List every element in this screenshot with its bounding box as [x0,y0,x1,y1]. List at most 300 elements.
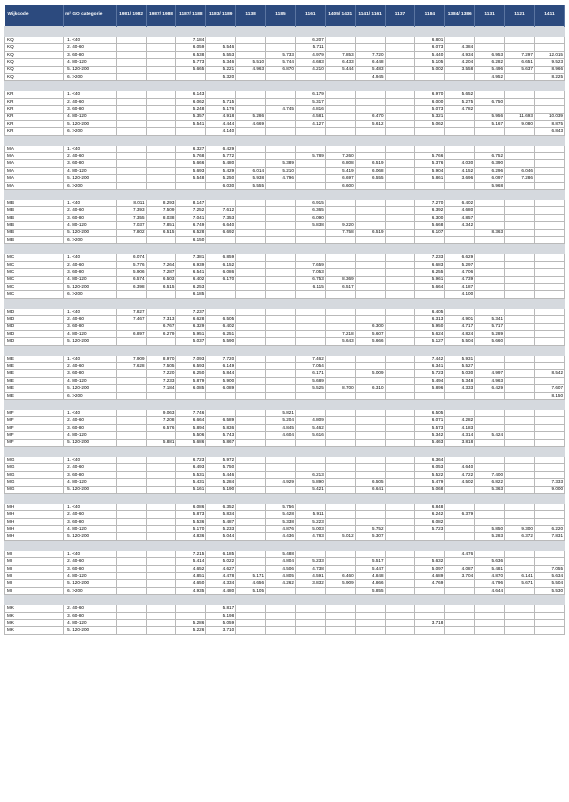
value-cell [266,153,296,160]
value-cell [325,439,355,446]
value-cell: 5.546 [206,44,236,51]
value-cell [445,145,475,152]
value-cell: 7.381 [176,254,206,261]
value-cell [534,291,564,298]
value-cell: 5.421 [295,486,325,493]
header-column: 1411 [534,5,564,27]
separator-cell [5,540,64,550]
value-cell [325,620,355,627]
value-cell [116,573,146,580]
separator-cell [64,446,117,456]
value-cell [505,153,535,160]
separator-cell [355,27,385,37]
value-cell [266,128,296,135]
value-cell: 5.756 [266,503,296,510]
value-cell [236,612,266,619]
separator-cell [534,244,564,254]
value-cell: 6.574 [116,276,146,283]
wijkcode-cell: MA [5,145,64,152]
value-cell [146,113,176,120]
value-cell [236,486,266,493]
value-cell: 9.523 [534,59,564,66]
separator-cell [295,298,325,308]
value-cell [355,37,385,44]
value-cell [116,153,146,160]
separator-cell [146,345,176,355]
value-cell [505,145,535,152]
value-cell [116,533,146,540]
separator-cell [385,298,415,308]
value-cell [116,98,146,105]
value-cell [505,486,535,493]
value-cell: 4.783 [295,533,325,540]
table-body [5,27,565,635]
value-cell: 7.252 [176,207,206,214]
value-cell [355,153,385,160]
separator-cell [266,446,296,456]
value-cell [505,316,535,323]
separator-cell [475,27,505,37]
value-cell [295,182,325,189]
value-cell [116,580,146,587]
value-cell [116,627,146,634]
value-cell: 8.038 [146,214,176,221]
value-cell [325,98,355,105]
category-cell: 2. 40-60 [64,363,117,370]
separator-cell [146,400,176,410]
category-cell: 6. >200 [64,392,117,399]
value-cell: 4.652 [176,565,206,572]
value-cell: 5.668 [415,222,445,229]
separator-cell [475,190,505,200]
value-cell [116,236,146,243]
value-cell [385,269,415,276]
wijkcode-cell: KQ [5,51,64,58]
value-cell [116,620,146,627]
value-cell [325,106,355,113]
separator-cell [445,81,475,91]
value-cell: 7.400 [475,471,505,478]
value-cell: 5.972 [206,456,236,463]
category-cell: 5. 120-200 [64,283,117,290]
value-cell [146,338,176,345]
value-cell: 8.542 [534,370,564,377]
value-cell: 4.739 [445,276,475,283]
wijkcode-cell: MC [5,291,64,298]
separator-cell [5,298,64,308]
separator-cell [385,446,415,456]
table-row [5,106,565,113]
value-cell: 9.220 [325,222,355,229]
separator-cell [64,540,117,550]
separator-cell [475,244,505,254]
value-cell: 6.392 [415,207,445,214]
value-cell: 4.656 [236,580,266,587]
table-row [5,214,565,221]
value-cell: 5.752 [355,526,385,533]
separator-cell [415,493,445,503]
header-column: 1183/ 1189 [206,5,236,27]
value-cell [534,229,564,236]
value-cell [146,573,176,580]
separator-cell [295,493,325,503]
value-cell [445,236,475,243]
value-cell [236,160,266,167]
table-header [5,5,565,27]
value-cell [146,612,176,619]
value-cell: 4.918 [206,113,236,120]
value-cell [385,291,415,298]
separator-cell [146,135,176,145]
separator-cell [206,400,236,410]
table-row [5,558,565,565]
value-cell [236,417,266,424]
value-cell: 6.068 [355,167,385,174]
value-cell [266,486,296,493]
value-cell: 6.296 [475,167,505,174]
value-cell: 5.968 [475,182,505,189]
wijkcode-cell: MH [5,533,64,540]
value-cell: 4.262 [266,580,296,587]
value-cell [116,565,146,572]
table-row [5,175,565,182]
separator-cell [116,298,146,308]
value-cell [116,605,146,612]
value-cell [534,261,564,268]
value-cell [236,370,266,377]
separator-cell [236,493,266,503]
value-cell [325,471,355,478]
value-cell [236,145,266,152]
value-cell [385,558,415,565]
separator-cell [505,540,535,550]
value-cell: 5.424 [475,432,505,439]
value-cell [415,550,445,557]
table-row [5,533,565,540]
value-cell [445,486,475,493]
wijkcode-cell: MF [5,424,64,431]
value-cell [176,605,206,612]
value-cell: 5.664 [415,283,445,290]
wijkcode-cell: MK [5,627,64,634]
value-cell: 7.851 [146,222,176,229]
value-cell [505,424,535,431]
value-cell [385,424,415,431]
value-cell [325,486,355,493]
separator-cell [475,135,505,145]
value-cell [355,417,385,424]
value-cell: 5.479 [415,479,445,486]
value-cell: 5.233 [295,558,325,565]
separator-cell [206,595,236,605]
separator-cell [325,244,355,254]
wijkcode-cell: MC [5,283,64,290]
separator-cell [206,27,236,37]
value-cell [325,269,355,276]
value-cell: 4.769 [415,580,445,587]
category-cell: 2. 40-60 [64,316,117,323]
table-row [5,73,565,80]
value-cell [146,160,176,167]
value-cell: 7.831 [534,533,564,540]
value-cell [266,330,296,337]
separator-cell [505,27,535,37]
value-cell [266,98,296,105]
value-cell [505,550,535,557]
value-cell: 5.637 [505,66,535,73]
value-cell: 7.612 [206,207,236,214]
wijkcode-cell: KR [5,106,64,113]
value-cell [146,533,176,540]
value-cell [385,526,415,533]
value-cell [146,486,176,493]
value-cell: 5.481 [475,565,505,572]
wijkcode-cell: MH [5,518,64,525]
value-cell [505,503,535,510]
separator-cell [5,446,64,456]
separator-cell [176,81,206,91]
value-cell [534,207,564,214]
separator-cell [534,400,564,410]
value-cell: 4.342 [445,222,475,229]
separator-cell [355,446,385,456]
value-cell [445,308,475,315]
value-cell: 4.722 [445,471,475,478]
value-cell: 6.843 [534,128,564,135]
value-cell: 6.589 [206,417,236,424]
separator-cell [146,81,176,91]
wijkcode-cell: MI [5,573,64,580]
value-cell [385,479,415,486]
value-cell: 10.039 [534,113,564,120]
value-cell: 5.906 [116,269,146,276]
value-cell [146,44,176,51]
value-cell: 7.093 [176,355,206,362]
value-cell: 5.389 [266,160,296,167]
value-cell: 5.660 [475,338,505,345]
group-separator [5,540,565,550]
value-cell [116,120,146,127]
value-cell [415,291,445,298]
value-cell [534,410,564,417]
value-cell [385,486,415,493]
separator-cell [415,446,445,456]
value-cell: 5.838 [295,222,325,229]
value-cell [116,511,146,518]
table-row [5,338,565,345]
value-cell [355,464,385,471]
value-cell [505,377,535,384]
separator-cell [5,595,64,605]
value-cell: 5.059 [206,620,236,627]
separator-cell [236,244,266,254]
value-cell [385,308,415,315]
value-cell: 7.505 [146,363,176,370]
value-cell: 8.225 [534,73,564,80]
value-cell: 4.963 [236,66,266,73]
value-cell: 7.802 [116,229,146,236]
category-cell: 1. <40 [64,355,117,362]
table-row [5,37,565,44]
value-cell [236,464,266,471]
value-cell: 5.204 [266,417,296,424]
value-cell [236,338,266,345]
value-cell: 5.553 [206,51,236,58]
value-cell [385,573,415,580]
value-cell: 6.053 [415,464,445,471]
value-cell [266,316,296,323]
value-cell [146,91,176,98]
category-cell: 5. 120-200 [64,229,117,236]
value-cell [505,620,535,627]
value-cell: 5.161 [176,486,206,493]
value-cell [325,120,355,127]
value-cell [385,533,415,540]
table-row [5,392,565,399]
value-cell [534,503,564,510]
value-cell: 4.929 [266,479,296,486]
value-cell [116,370,146,377]
value-cell: 7.720 [206,355,236,362]
value-cell [385,627,415,634]
separator-cell [64,595,117,605]
value-cell [266,269,296,276]
value-cell: 5.522 [415,471,445,478]
separator-cell [534,81,564,91]
wijkcode-cell: MB [5,236,64,243]
value-cell: 5.127 [415,338,445,345]
value-cell: 6.538 [176,51,206,58]
separator-cell [146,27,176,37]
value-cell: 5.462 [295,424,325,431]
category-cell: 2. 40-60 [64,417,117,424]
value-cell [475,456,505,463]
value-cell [534,424,564,431]
wijkcode-cell: MA [5,182,64,189]
value-cell [236,330,266,337]
value-cell: 6.641 [355,486,385,493]
value-cell: 4.506 [266,565,296,572]
value-cell: 5.446 [206,471,236,478]
value-cell: 6.692 [206,229,236,236]
value-cell [505,291,535,298]
value-cell [385,167,415,174]
category-cell: 6. >200 [64,236,117,243]
category-cell: 5. 120-200 [64,439,117,446]
value-cell [295,323,325,330]
value-cell: 5.037 [176,338,206,345]
value-cell [266,392,296,399]
separator-cell [295,595,325,605]
value-cell: 6.150 [176,236,206,243]
value-cell [146,558,176,565]
value-cell [146,432,176,439]
value-cell: 7.509 [146,207,176,214]
value-cell [505,385,535,392]
value-cell [475,37,505,44]
value-cell [445,73,475,80]
value-cell [116,464,146,471]
value-cell [415,236,445,243]
value-cell: 6.213 [295,471,325,478]
value-cell [325,550,355,557]
value-cell [475,291,505,298]
separator-cell [266,27,296,37]
separator-cell [295,190,325,200]
value-cell [385,200,415,207]
value-cell: 7.720 [355,51,385,58]
value-cell [385,182,415,189]
separator-cell [505,345,535,355]
separator-cell [355,400,385,410]
separator-cell [415,81,445,91]
value-cell: 5.911 [295,511,325,518]
value-cell [385,51,415,58]
separator-cell [176,135,206,145]
separator-cell [445,190,475,200]
value-cell: 7.353 [206,214,236,221]
value-cell: 5.170 [176,526,206,533]
separator-cell [146,540,176,550]
value-cell: 4.669 [236,120,266,127]
separator-cell [505,244,535,254]
separator-cell [505,190,535,200]
value-cell [475,627,505,634]
separator-cell [295,400,325,410]
category-cell: 2. 40-60 [64,511,117,518]
value-cell [505,182,535,189]
value-cell [534,37,564,44]
separator-cell [445,345,475,355]
value-cell [505,432,535,439]
value-cell [505,392,535,399]
value-cell: 3.710 [206,627,236,634]
value-cell: 5.338 [266,518,296,525]
separator-cell [266,298,296,308]
value-cell: 8.369 [325,276,355,283]
value-cell [385,363,415,370]
category-cell: 4. 80-120 [64,330,117,337]
value-cell: 6.143 [176,91,206,98]
category-cell: 4. 80-120 [64,526,117,533]
value-cell [295,229,325,236]
value-cell [355,182,385,189]
separator-cell [415,27,445,37]
value-cell [355,44,385,51]
value-cell: 5.768 [176,153,206,160]
separator-cell [445,400,475,410]
value-cell: 5.950 [415,323,445,330]
value-cell: 5.198 [206,612,236,619]
value-cell [475,518,505,525]
value-cell [325,200,355,207]
value-cell: 7.208 [146,417,176,424]
value-cell [176,392,206,399]
wijkcode-cell: KQ [5,73,64,80]
separator-cell [475,81,505,91]
table-row [5,283,565,290]
value-cell [236,377,266,384]
table-row [5,410,565,417]
value-cell [146,308,176,315]
value-cell [505,456,535,463]
value-cell [266,182,296,189]
value-cell [415,73,445,80]
value-cell [475,363,505,370]
value-cell: 7.286 [505,175,535,182]
value-cell: 6.327 [176,145,206,152]
value-cell: 6.115 [295,283,325,290]
